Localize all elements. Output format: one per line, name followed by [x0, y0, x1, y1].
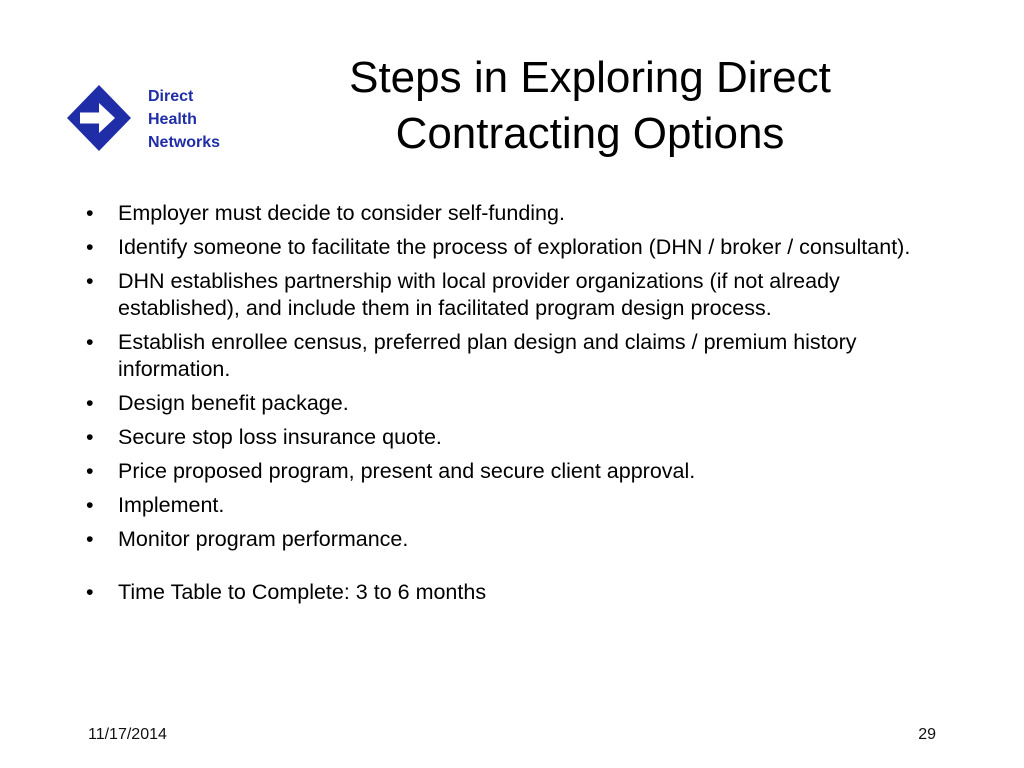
- slide-title-line-2: Contracting Options: [395, 109, 785, 158]
- logo-line-3: Networks: [148, 134, 221, 151]
- bullet-item: • Identify someone to facilitate the process of exploration (DHN / broker / consultant).: [83, 234, 953, 261]
- bullet-item: • Monitor program performance.: [83, 526, 953, 553]
- slide-title: [280, 50, 900, 162]
- bullet-list: [83, 200, 953, 613]
- logo-line-1: Direct: [148, 88, 194, 105]
- bullet-item: • DHN establishes partnership with local provider organizations (if not already established), and include them in facilitated program design process.: [83, 268, 953, 322]
- company-logo: [66, 84, 246, 156]
- bullet-item: • Establish enrollee census, preferred plan design and claims / premium history information.: [83, 329, 953, 383]
- slide-title-line-1: Steps in Exploring Direct: [349, 53, 831, 102]
- bullet-item: • Implement.: [83, 492, 953, 519]
- footer-date: 11/17/2014: [88, 726, 167, 743]
- bullet-item: • Employer must decide to consider self-funding.: [83, 200, 953, 227]
- diamond-arrow-icon: [66, 84, 132, 152]
- bullet-item: • Price proposed program, present and secure client approval.: [83, 458, 953, 485]
- bullet-item: • Secure stop loss insurance quote.: [83, 424, 953, 451]
- logo-text: [148, 85, 220, 154]
- bullet-item-timetable: • Time Table to Complete: 3 to 6 months: [83, 579, 953, 606]
- page-number: 29: [918, 726, 936, 743]
- logo-line-2: Health: [148, 111, 197, 128]
- bullet-item: • Design benefit package.: [83, 390, 953, 417]
